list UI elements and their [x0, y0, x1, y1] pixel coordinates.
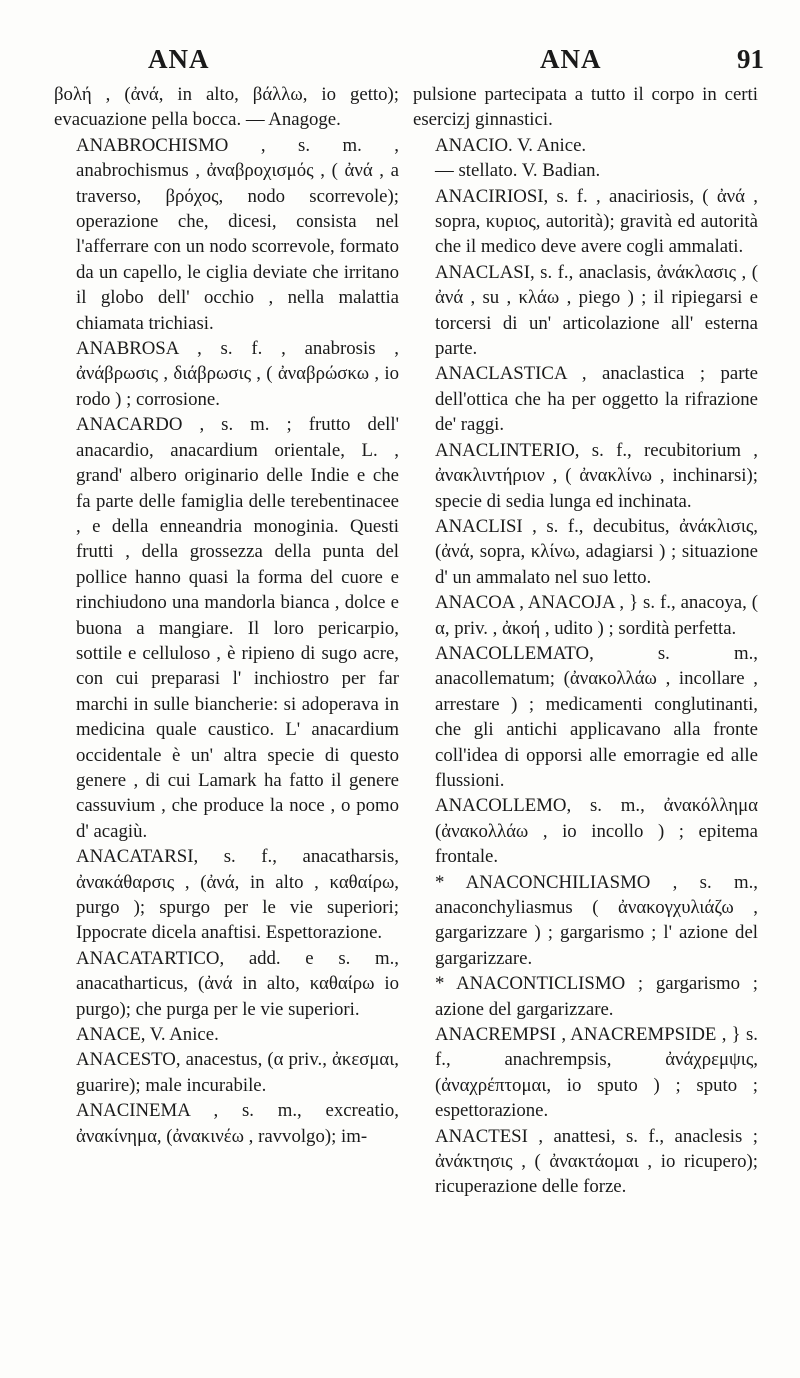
entry-anacollemato: ANACOLLEMATO, s. m., anacollematum; (ἀνακολλάω , incollare , arrestare ) ; medicamenti conglutinanti, che gli antichi applicavano alla fronte coll'idea di opporsi alle emorragie ed alle flussioni.	[435, 642, 758, 791]
entry-anaciriosi: ANACIRIOSI, s. f. , anaciriosis, ( ἀνά , sopra, κυριος, autorità); gravità ed autorità che il medico deve avere cogli ammalati.	[435, 185, 758, 258]
left-running-head: ANA	[148, 44, 210, 74]
entry-anacoa: ANACOA , ANACOJA , } s. f., anacoya, ( α, priv. , ἀκοή , udito ) ; sordità perfetta.	[435, 592, 758, 639]
entry-anaclisi: ANACLISI , s. f., decubitus, ἀνάκλισις, (ἀνά, sopra, κλίνω, adagiarsi ) ; situazione d' un ammalato nel suo letto.	[435, 515, 758, 588]
entry-anaclinterio: ANACLINTERIO, s. f., recubitorium , ἀνακλιντήριον , ( ἀνακλίνω , inchinarsi); specie di sedia lunga ed inchinata.	[435, 439, 758, 512]
entry-anabrochismo: ANABROCHISMO , s. m. , anabrochismus , ἀναβροχισμός , ( ἀνά , a traverso, βρόχος, nodo scorrevole); operazione che, dicesi, consista nel l'afferrare con un nodo scorrevole, formato da un capello, le ciglia deviate che irritano il globo dell' occhio , nella malattia chiamata trichiasi.	[76, 134, 399, 334]
entry-anacollemo: ANACOLLEMO, s. m., ἀνακόλλημα (ἀνακολλάω , io incollo ) ; epitema frontale.	[435, 795, 758, 868]
entry-anabrosa: ANABROSA , s. f. , anabrosis , ἀνάβρωσις , διάβρωσις , ( ἀναβρώσκω , io rodo ) ; corrosione.	[76, 338, 399, 410]
left-column	[54, 82, 399, 1338]
entry-anacio-stellato: — stellato. V. Badian.	[435, 160, 601, 182]
entry-anacinema: ANACINEMA , s. m., excreatio, ἀνακίνημα, (ἀνακινέω , ravvolgo); im-	[76, 1100, 399, 1147]
entry-anaclasi: ANACLASI, s. f., anaclasis, ἀνάκλασις , ( ἀνά , su , κλάω , piego ) ; il ripiegarsi e torcersi di un' articolazione all' esterna parte.	[435, 261, 758, 360]
entry-continuation-anacinema: pulsione partecipata a tutto il corpo in certi esercizj ginnastici.	[413, 84, 758, 131]
entry-anacardo: ANACARDO , s. m. ; frutto dell' anacardio, anacardium orientale, L. , grand' albero originario delle Indie e che fa parte delle famiglia delle terebentinacee , e della enneandria monoginia. Questi frutti , della grossezza della punta del pollice hanno quasi la forma del cuore e rinchiudono una mandorla bianca , dolce e buona a mangiare. Il loro pericarpio, sottile e celluloso , è ripieno di sugo acre, con cui preparasi l' inchiostro per far marchi in sulle biancherie: si adoperava in medicina quale caustico. L' anacardium occidentale è un' altra specie di questo genere , di cui Lamark ha fatto il genere cassuvium , che produce la noce , o pomo d' acagiù.	[76, 414, 399, 842]
entry-anaconchiliasmo: * ANACONCHILIASMO , s. m., anaconchyliasmus ( ἀνακογχυλιάζω , gargarizzare ) ; gargarismo ; l' azione del gargarizzare.	[435, 871, 758, 969]
entry-anacrempsi: ANACREMPSI , ANACREMPSIDE , } s. f., anachrempsis, ἀνάχρεμψις, (ἀναχρέπτομαι, io sputo ) ; sputo ; espettorazione.	[435, 1024, 758, 1122]
right-column	[413, 82, 758, 1338]
page-number: 91	[737, 44, 764, 74]
entry-anacio: ANACIO. V. Anice.	[435, 134, 587, 156]
entry-anactesi: ANACTESI , anattesi, s. f., anaclesis ; ἀνάκτησις , ( ἀνακτάομαι , io ricupero); ricuperazione delle forze.	[435, 1125, 758, 1198]
entry-anacatartico: ANACATARTICO, add. e s. m., anacatharticus, (ἀνά in alto, καθαίρω io purgo); che purga per le vie superiori.	[76, 947, 399, 1020]
entry-anacatarsi: ANACATARSI, s. f., anacatharsis, ἀνακάθαρσις , (ἀνά, in alto , καθαίρω, purgo ); spurgo per le vie superiori; Ippocrate dicela anaftisi. Espettorazione.	[76, 846, 399, 944]
entry-continuation-anabole: βολή , (ἀνά, in alto, βάλλω, io getto); evacuazione pella bocca. — Anagoge.	[54, 84, 399, 131]
entry-anaclastica: ANACLASTICA , anaclastica ; parte dell'ottica che ha per oggetto la rifrazione de' raggi.	[435, 363, 758, 436]
entry-anacontiiclismo: * ANACONTICLISMO ; gargarismo ; azione del gargarizzare.	[435, 973, 758, 1020]
right-running-head: ANA	[540, 44, 602, 74]
entry-anace: ANACE, V. Anice.	[76, 1024, 219, 1046]
entry-anacesto: ANACESTO, anacestus, (α priv., ἀκεσμαι, guarire); male incurabile.	[76, 1049, 399, 1096]
